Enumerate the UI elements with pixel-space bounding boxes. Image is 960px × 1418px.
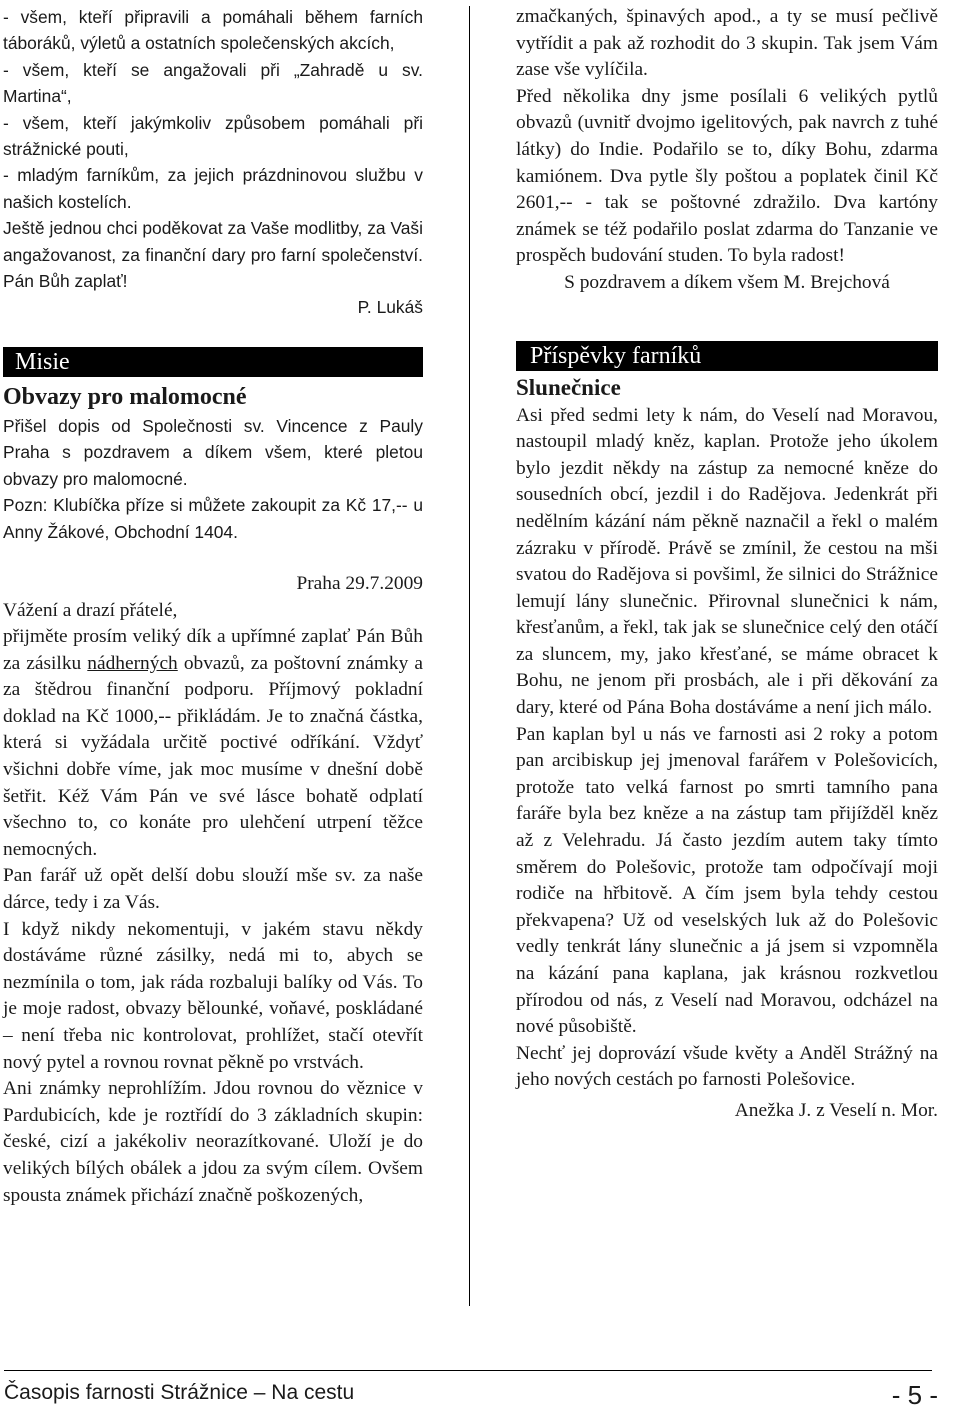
letter-continued xyxy=(516,4,938,297)
section-bar-prispevky: Příspěvky farníků xyxy=(516,341,938,371)
section-bar-misie: Misie xyxy=(3,347,423,377)
article-title: Obvazy pro malomocné xyxy=(3,383,247,410)
article-title: Slunečnice xyxy=(516,374,621,400)
article-author: Anežka J. z Veselí n. Mor. xyxy=(734,1099,938,1121)
letter-text: přijměte prosím veliký dík a upřímné zaplať Pán Bůh za zásilku xyxy=(3,626,423,674)
thanks-item: - všem, kteří se angažovali při „Zahradě u sv. Martina“, xyxy=(3,59,423,107)
underlined-word: nádherných xyxy=(87,652,178,674)
article-body xyxy=(516,403,938,1125)
thanks-closing: Ještě jednou chci poděkovat za Vaše modlitby, za Vaši angažovanost, za finanční dary pro farní společenství. Pán Bůh zaplať! xyxy=(3,218,423,292)
thanks-item: - všem, kteří připravili a pomáhali během farních táboráků, výletů a ostatních společenských akcích, xyxy=(3,7,423,54)
signature: P. Lukáš xyxy=(357,297,423,318)
page-number: - 5 - xyxy=(891,1380,938,1410)
letter-paragraph xyxy=(3,624,423,863)
thanks-item: - mladým farníkům, za jejich prázdninovou službu v našich kostelích. xyxy=(3,165,423,212)
right-column xyxy=(516,4,938,1125)
article-intro-block xyxy=(3,413,423,545)
thanks-item: - všem, kteří jakýmkoliv způsobem pomáhali při strážnické pouti, xyxy=(3,112,423,160)
letter-signoff: S pozdravem a díkem všem M. Brejchová xyxy=(564,271,890,293)
article-intro: Přišel dopis od Společnosti sv. Vincence z Pauly Praha s pozdravem a díkem všem, které pletou obvazy pro malomocné. xyxy=(3,415,423,489)
footer-rule xyxy=(4,1370,932,1371)
letter-salutation: Vážení a drazí přátelé, xyxy=(3,599,178,621)
article-paragraph: Pan kaplan byl u nás ve farnosti asi 2 roky a potom pan arcibiskup jej jmenoval farářem v Polešovicích, protože tato velká farnost po smrti tamního pana faráře byla bez kněze a na zástup tam přijížděl kněz až z Velehradu. Já často jezdím autem taky tímto směrem do Polešovic, protože tam odpočívají moji rodiče na hřbitově. A čím jsem byla tehdy cestou překvapena? Už od veselských luk až do Polešovic vedly tenkrát lány slunečnic a já jsem si vzpomněla na kázání pana kaplana, jak krásnou rozkvetlou přírodou od nás, z Veselí nad Moravou, odcházel na nové působiště. xyxy=(516,723,938,1038)
left-column xyxy=(3,4,423,1209)
letter-paragraph: Před několika dny jsme posílali 6 velikých pytlů obvazů (uvnitř dvojmo igelitových, pak navrch z tuhé látky) do Indie. Podařilo se to, díky Bohu, zdarma kamiónem. Dva pytle šly poštou a poplatek činil Kč 2601,-- - tak se poštovné zdražilo. Dva kartóny známek se též podařilo poslat zdarma do Tanzanie ve prospěch budování studen. To byla radost! xyxy=(516,85,938,267)
letter xyxy=(3,571,423,1209)
thanks-list xyxy=(3,4,423,321)
article-note: Pozn: Klubíčka příze si můžete zakoupit za Kč 17,-- u Anny Žákové, Obchodní 1404. xyxy=(3,495,423,542)
letter-paragraph: I když nikdy nekomentuji, v jakém stavu někdy dostáváme různé zásilky, nedá mi to, abych se nezmínila o tom, jak ráda rozbaluji balíky od Vás. To je moje radost, obvazy bělounké, voňavé, poskládané – není třeba nic kontrolovat, prohlížet, stačí otevřít nový pytel a rovnou rovnat pěkně po vrstvách. xyxy=(3,918,423,1073)
letter-text: obvazů, za poštovní známky a za štědrou finanční podporu. Příjmový pokladní doklad na Kč 1000,-- přikládám. Je to značná částka, která si vyžádala určitě poctivé odříkání. Vždyť všichni dobře víme, jak moc musíme v dnešní době šetřit. Kéž Vám Pán ve své lásce bohatě odplatí všechno to, co konáte pro ulehčení utrpení těžce nemocných. xyxy=(3,652,423,860)
letter-paragraph: zmačkaných, špinavých apod., a ty se musí pečlivě vytřídit a pak až rozhodit do 3 skupin. Tak jsem Vám zase vše vylíčila. xyxy=(516,6,938,81)
letter-paragraph: Pan farář už opět delší dobu slouží mše sv. za naše dárce, tedy i za Vás. xyxy=(3,865,423,914)
article-paragraph: Asi před sedmi lety k nám, do Veselí nad Moravou, nastoupil mladý kněz, kaplan. Protože jeho úkolem bylo jezdit někdy na zástup za nemocné kněze do sousedních obcí, jezdil i do Radějova. Jedenkrát při nedělním kázání nám pěkně naznačil a řekl o malém zázraku v přírodě. Právě se zmínil, že cestou na mši svatou do Radějova si povšiml, že silnici do Strážnice lemují lány slunečnic. Přirovnal slunečnici k nám, křesťanům, a řekl, tak jak se slunečnice celý den otáčí za sluncem, my, jako křesťané, se máme obracet k Bohu, ne jenom při prosbách, ale i při děkování za dary, které od Pána Boha dostáváme a není jich málo. xyxy=(516,404,938,719)
letter-paragraph: Ani známky neprohlížím. Jdou rovnou do věznice v Pardubicích, kde je roztřídí do 3 základních skupin: české, cizí a jakékoliv neorazítkované. Uloží je do velikých bílých obálek a jdou za svým cílem. Ovšem spousta známek přichází značně poškozených, xyxy=(3,1078,423,1206)
footer-publication: Časopis farnosti Strážnice – Na cestu xyxy=(4,1381,355,1404)
column-divider xyxy=(469,6,470,1306)
article-paragraph: Nechť jej doprovází všude květy a Anděl Strážný na jeho nových cestách po farnosti Polešovice. xyxy=(516,1042,938,1091)
letter-date: Praha 29.7.2009 xyxy=(296,572,423,594)
